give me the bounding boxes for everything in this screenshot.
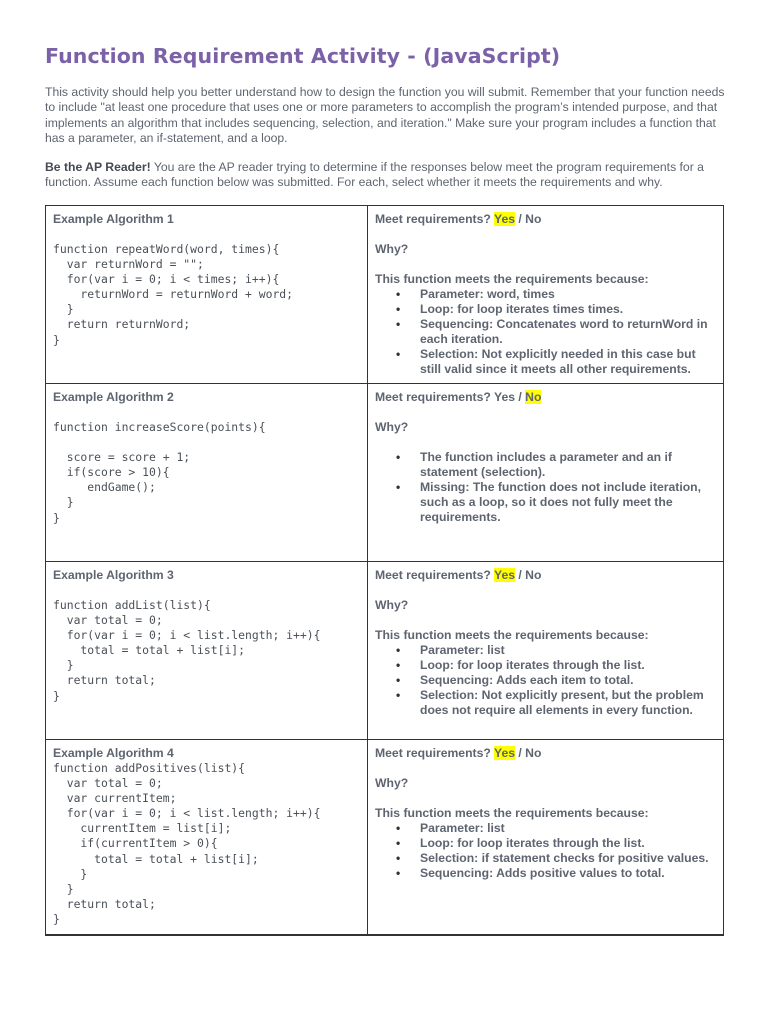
answer-cell — [368, 206, 724, 384]
algorithm-cell — [46, 740, 368, 936]
code-block: function increaseScore(points){ score = score + 1; if(score > 10){ endGame(); } } — [53, 420, 266, 525]
code-block: function addList(list){ var total = 0; for(var i = 0; i < list.length; i++){ total = total + list[i]; } return total; } — [53, 598, 321, 703]
algorithm-table — [45, 205, 724, 936]
instructions-paragraph — [45, 160, 735, 191]
list-item: • Sequencing: Concatenates word to returnWord in each iteration. — [420, 317, 716, 347]
reader-label: Be the AP Reader! — [45, 160, 151, 174]
list-item: • Parameter: list — [420, 821, 716, 836]
option-separator: / — [515, 568, 526, 582]
why-label: Why? — [375, 242, 409, 256]
list-item: • Sequencing: Adds positive values to total. — [420, 866, 716, 881]
why-label: Why? — [375, 598, 409, 612]
list-item: • Parameter: word, times — [420, 287, 716, 302]
list-item: • Loop: for loop iterates through the list. — [420, 836, 716, 851]
reason-lead: This function meets the requirements because: — [375, 272, 649, 286]
algorithm-cell — [46, 206, 368, 384]
table-row — [46, 384, 724, 562]
page-title: Function Requirement Activity - (JavaScript) — [45, 44, 561, 68]
yes-option[interactable]: Yes — [493, 390, 515, 404]
meet-label: Meet requirements? — [375, 746, 491, 760]
reason-list — [375, 287, 716, 377]
meet-requirements-line — [375, 390, 716, 405]
option-separator: / — [515, 746, 526, 760]
algorithm-cell — [46, 384, 368, 562]
list-item: • The function includes a parameter and an if statement (selection). — [420, 450, 716, 480]
answer-cell — [368, 562, 724, 740]
answer-cell — [368, 384, 724, 562]
list-item: • Missing: The function does not include iteration, such as a loop, so it does not fully meet the requirements. — [420, 480, 716, 525]
reason-list — [375, 643, 716, 718]
algorithm-cell — [46, 562, 368, 740]
no-option[interactable]: No — [525, 212, 542, 226]
meet-label: Meet requirements? — [375, 390, 491, 404]
list-item: • Selection: Not explicitly needed in this case but still valid since it meets all other requirements. — [420, 347, 716, 377]
example-title: Example Algorithm 1 — [53, 212, 174, 226]
why-label: Why? — [375, 420, 409, 434]
yes-option-selected[interactable]: Yes — [493, 212, 515, 226]
list-item: • Parameter: list — [420, 643, 716, 658]
answer-cell — [368, 740, 724, 936]
table-row — [46, 740, 724, 936]
reader-text: You are the AP reader trying to determine if the responses below meet the program requirements for a function. Assume each function below was submitted. For each, select whether it meets the requirements and why. — [45, 160, 704, 190]
list-item: • Selection: Not explicitly present, but the problem does not require all elements in every function. — [420, 688, 716, 718]
reason-lead: This function meets the requirements because: — [375, 806, 649, 820]
example-title: Example Algorithm 3 — [53, 568, 174, 582]
why-label: Why? — [375, 776, 409, 790]
list-item: • Sequencing: Adds each item to total. — [420, 673, 716, 688]
yes-option-selected[interactable]: Yes — [493, 568, 515, 582]
meet-label: Meet requirements? — [375, 212, 491, 226]
table-row — [46, 562, 724, 740]
list-item: • Loop: for loop iterates through the list. — [420, 658, 716, 673]
reason-list — [375, 821, 716, 881]
no-option-selected[interactable]: No — [525, 390, 542, 404]
example-title: Example Algorithm 4 — [53, 746, 174, 760]
no-option[interactable]: No — [525, 568, 542, 582]
no-option[interactable]: No — [525, 746, 542, 760]
meet-label: Meet requirements? — [375, 568, 491, 582]
yes-option-selected[interactable]: Yes — [493, 746, 515, 760]
list-item: • Selection: if statement checks for positive values. — [420, 851, 716, 866]
meet-requirements-line — [375, 568, 716, 583]
intro-paragraph: This activity should help you better understand how to design the function you will submit. Remember that your function needs to include "at least one procedure that uses one or more parameters to accomplish the program’s intended purpose, and that implements an algorithm that includes sequencing, selection, and iteration." Make sure your program includes a function that has a parameter, an if-statement, and a loop. — [45, 85, 725, 145]
meet-requirements-line — [375, 746, 716, 761]
reason-list — [375, 450, 716, 525]
meet-requirements-line — [375, 212, 716, 227]
example-title: Example Algorithm 2 — [53, 390, 174, 404]
option-separator: / — [515, 390, 526, 404]
code-block: function addPositives(list){ var total = 0; var currentItem; for(var i = 0; i < list.length; i++){ currentItem = list[i]; if(currentItem > 0){ total = total + list[i]; } } return total; } — [53, 761, 321, 926]
list-item: • Loop: for loop iterates times times. — [420, 302, 716, 317]
option-separator: / — [515, 212, 526, 226]
code-block: function repeatWord(word, times){ var returnWord = ""; for(var i = 0; i < times; i++){ returnWord = returnWord + word; } return returnWord; } — [53, 242, 294, 347]
table-row — [46, 206, 724, 384]
reason-lead: This function meets the requirements because: — [375, 628, 649, 642]
